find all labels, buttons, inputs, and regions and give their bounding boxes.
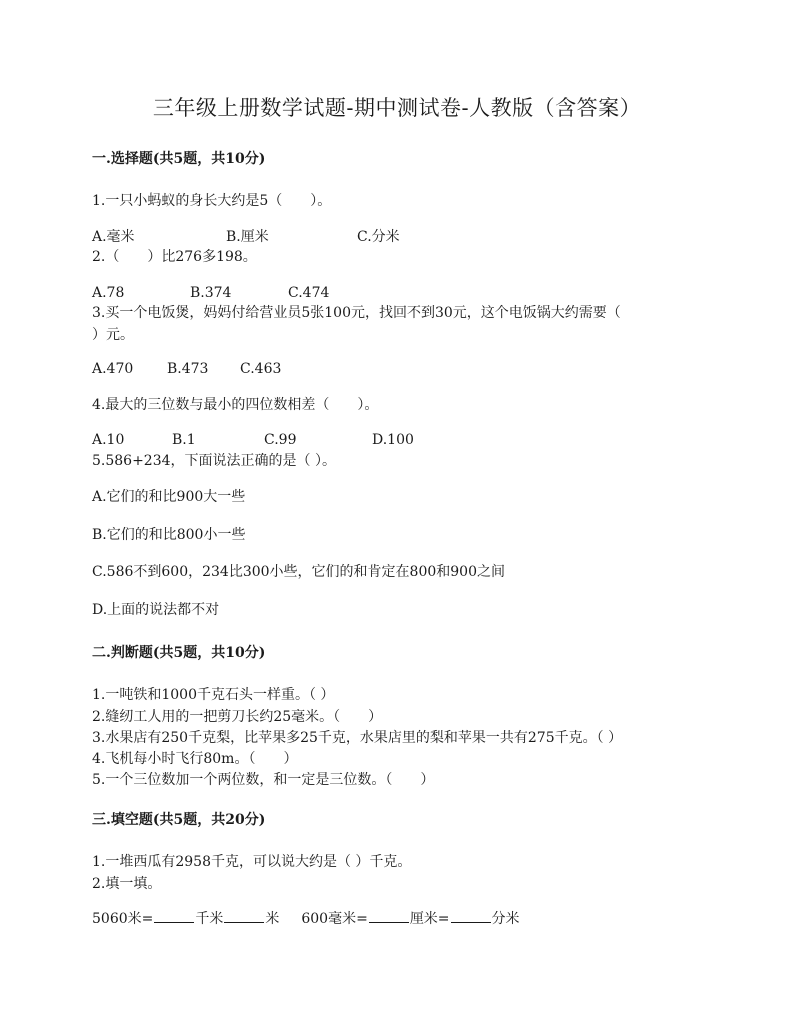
s1-q3-stem-line1: 3.买一个电饭煲，妈妈付给营业员5张100元，找回不到30元，这个电饭锅大约需要（ (92, 305, 621, 321)
s1-q4-option-c: C.99 (264, 432, 297, 448)
s1-q4-option-b: B.1 (172, 432, 196, 448)
fill-a-unit1: 千米 (195, 911, 224, 927)
s1-q2-stem: 2.（ ）比276多198。 (92, 249, 257, 265)
section1-heading: 一.选择题(共5题，共10分) (92, 151, 266, 167)
s1-q5-option-c: C.586不到600，234比300小些，它们的和肯定在800和900之间 (92, 564, 505, 580)
s1-q5-option-b: B.它们的和比800小一些 (92, 527, 246, 543)
s3-q1: 1.一堆西瓜有2958千克，可以说大约是（ ）千克。 (92, 854, 412, 870)
s1-q1-option-c: C.分米 (357, 229, 400, 245)
s1-q5-stem: 5.586+234，下面说法正确的是（ ）。 (92, 453, 336, 469)
s1-q3-option-a: A.470 (92, 361, 134, 377)
section2-heading: 二.判断题(共5题，共10分) (92, 645, 266, 661)
fill-blank-3[interactable] (369, 910, 409, 923)
s1-q2-option-b: B.374 (190, 285, 232, 301)
fill-blank-4[interactable] (451, 910, 491, 923)
fill-blank-2[interactable] (224, 910, 264, 923)
s2-item-5: 5.一个三位数加一个两位数，和一定是三位数。（ ） (92, 772, 435, 788)
s1-q3-option-b: B.473 (167, 361, 209, 377)
s1-q4-option-d: D.100 (372, 432, 414, 448)
fill-blank-1[interactable] (154, 910, 194, 923)
s3-q2: 2.填一填。 (92, 876, 162, 892)
s1-q3-stem-line2: ）元。 (92, 327, 134, 343)
s1-q4-stem: 4.最大的三位数与最小的四位数相差（ ）。 (92, 397, 379, 413)
s2-item-1: 1.一吨铁和1000千克石头一样重。（ ） (92, 687, 335, 703)
fill-b-unit1: 厘米= (409, 911, 450, 927)
s3-fill-row (92, 910, 520, 928)
page-title: 三年级上册数学试题-期中测试卷-人教版（含答案） (152, 96, 642, 120)
s1-q1-option-b: B.厘米 (226, 229, 269, 245)
s2-item-4: 4.飞机每小时飞行80m。（ ） (92, 751, 298, 767)
s1-q1-option-a: A.毫米 (92, 229, 135, 245)
s2-item-3: 3.水果店有250千克梨，比苹果多25千克，水果店里的梨和苹果一共有275千克。（ ） (92, 730, 623, 746)
fill-a-unit2: 米 (265, 911, 280, 927)
fill-b-unit2: 分米 (491, 911, 520, 927)
s1-q3-option-c: C.463 (240, 361, 282, 377)
s1-q2-option-c: C.474 (288, 285, 330, 301)
s1-q1-stem: 1.一只小蚂蚁的身长大约是5（ ）。 (92, 193, 332, 209)
s1-q4-option-a: A.10 (92, 432, 125, 448)
fill-b-prefix: 600毫米= (301, 911, 368, 927)
s1-q2-option-a: A.78 (92, 285, 125, 301)
s2-item-2: 2.缝纫工人用的一把剪刀长约25毫米。（ ） (92, 709, 383, 725)
s1-q5-option-d: D.上面的说法都不对 (92, 602, 220, 618)
fill-a-prefix: 5060米= (92, 911, 154, 927)
section3-heading: 三.填空题(共5题，共20分) (92, 812, 266, 828)
s1-q5-option-a: A.它们的和比900大一些 (92, 489, 246, 505)
